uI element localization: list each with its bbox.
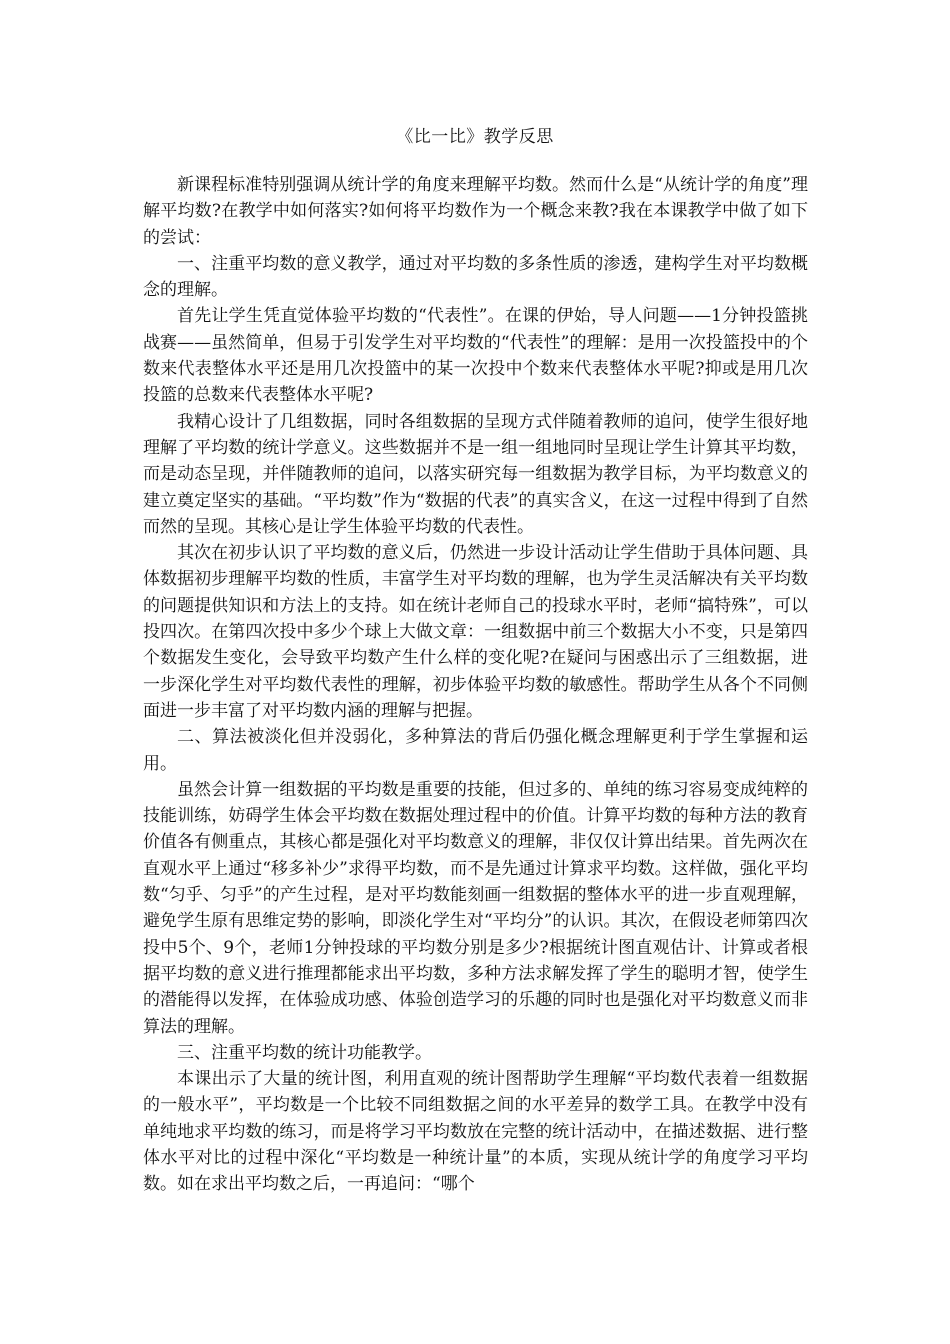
section-heading-2: 二、算法被淡化但并没弱化，多种算法的背后仍强化概念理解更利于学生掌握和运用。	[143, 727, 808, 774]
paragraph-statistics: 本课出示了大量的统计图，利用直观的统计图帮助学生理解“平均数代表着一组数据的一般水平”，平均数是一个比较不同组数据之间的水平差异的数学工具。在教学中没有单纯地求平均数的练习，而是将学习平均数放在完整的统计活动中，在描述数据、进行整体水平对比的过程中深化“平均数是一种统计量”的本质，实现从统计学的角度学习平均数。如在求出平均数之后，一再追问：“哪个	[143, 1069, 808, 1195]
paragraph-representativeness: 首先让学生凭直觉体验平均数的“代表性”。在课的伊始，导人问题——1分钟投篮挑战赛——虽然简单，但易于引发学生对平均数的“代表性”的理解：是用一次投篮投中的个数来代表整体水平还是用几次投篮中的某一次投中个数来代表整体水平呢?抑或是用几次投篮的总数来代表整体水平呢?	[143, 306, 808, 406]
section-heading-1: 一、注重平均数的意义教学，通过对平均数的多条性质的渗透，建构学生对平均数概念的理解。	[143, 253, 808, 301]
paragraph-data-design: 我精心设计了几组数据，同时各组数据的呈现方式伴随着教师的追问，使学生很好地理解了平均数的统计学意义。这些数据并不是一组一组地同时呈现让学生计算其平均数，而是动态呈现，并伴随教师的追问，以落实研究每一组数据为教学目标，为平均数意义的建立奠定坚实的基础。“平均数”作为“数据的代表”的真实含义，在这一过程中得到了自然而然的呈现。其核心是让学生体验平均数的代表性。	[143, 411, 808, 537]
document-title: 《比一比》教学反思	[396, 127, 554, 147]
section-heading-3: 三、注重平均数的统计功能教学。	[177, 1042, 432, 1063]
paragraph-intro: 新课程标准特别强调从统计学的角度来理解平均数。然而什么是“从统计学的角度”理解平均数?在教学中如何落实?如何将平均数作为一个概念来教?我在本课教学中做了如下的尝试：	[143, 175, 808, 248]
paragraph-algorithms: 虽然会计算一组数据的平均数是重要的技能，但过多的、单纯的练习容易变成纯粹的技能训练，妨碍学生体会平均数在数据处理过程中的价值。计算平均数的每种方法的教育价值各有侧重点，其核心都是强化对平均数意义的理解，非仅仅计算出结果。首先两次在直观水平上通过“移多补少”求得平均数，而不是先通过计算求平均数。这样做，强化平均数“匀乎、匀乎”的产生过程，是对平均数能刻画一组数据的整体水平的进一步直观理解，避免学生原有思维定势的影响，即淡化学生对“平均分”的认识。其次，在假设老师第四次投中5个、9个，老师1分钟投球的平均数分别是多少?根据统计图直观估计、计算或者根据平均数的意义进行推理都能求出平均数，多种方法求解发挥了学生的聪明才智，使学生的潜能得以发挥，在体验成功感、体验创造学习的乐趣的同时也是强化对平均数意义而非算法的理解。	[143, 779, 808, 1037]
document-body	[143, 172, 808, 1198]
paragraph-properties: 其次在初步认识了平均数的意义后，仍然进一步设计活动让学生借助于具体问题、具体数据初步理解平均数的性质，丰富学生对平均数的理解，也为学生灵活解决有关平均数的问题提供知识和方法上的支持。如在统计老师自己的投球水平时，老师“搞特殊”，可以投四次。在第四次投中多少个球上大做文章：一组数据中前三个数据大小不变，只是第四个数据发生变化，会导致平均数产生什么样的变化呢?在疑问与困惑出示了三组数据，进一步深化学生对平均数代表性的理解，初步体验平均数的敏感性。帮助学生从各个不同侧面进一步丰富了对平均数内涵的理解与把握。	[143, 543, 808, 721]
